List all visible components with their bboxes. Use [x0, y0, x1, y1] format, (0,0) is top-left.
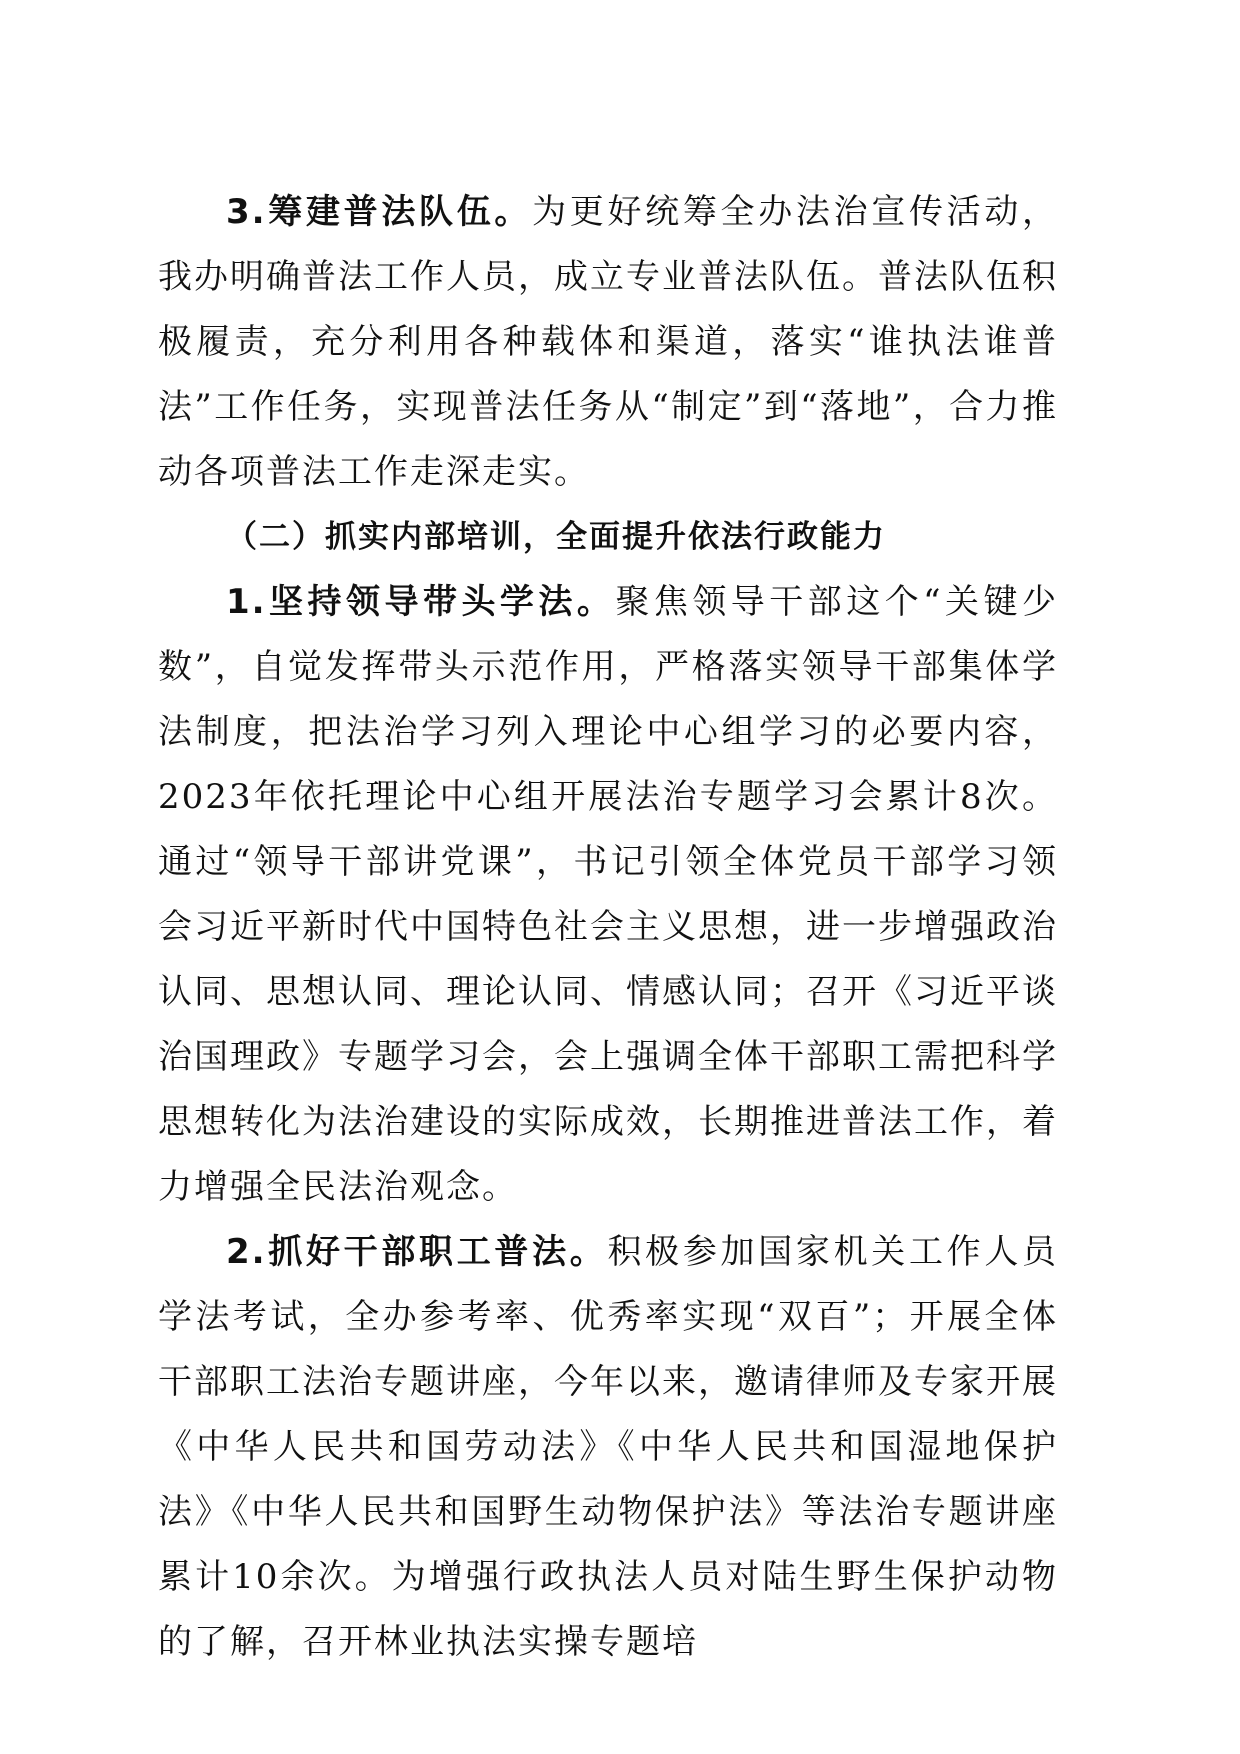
paragraph-build-team [158, 180, 1058, 505]
document-page [158, 180, 1058, 1675]
section-heading: （二）抓实内部培训，全面提升依法行政能力 [226, 519, 886, 555]
paragraph-staff-training [158, 1220, 1058, 1675]
paragraph-body: 积极参加国家机关工作人员学法考试，全办参考率、优秀率实现“双百”；开展全体干部职工法治专题讲座，今年以来，邀请律师及专家开展《中华人民共和国劳动法》《中华人民共和国湿地保护法》《中华人民共和国野生动物保护法》等法治专题讲座累计10余次。为增强行政执法人员对陆生野生保护动物的了解，召开林业执法实操专题培 [158, 1232, 1059, 1662]
paragraph-lead: 3.筹建普法队伍。 [226, 192, 533, 232]
paragraph-lead: 1.坚持领导带头学法。 [226, 582, 616, 622]
paragraph-body: 为更好统筹全办法治宣传活动，我办明确普法工作人员，成立专业普法队伍。普法队伍积极履责，充分利用各种载体和渠道，落实“谁执法谁普法”工作任务，实现普法任务从“制定”到“落地”，合力推动各项普法工作走深走实。 [158, 192, 1059, 492]
paragraph-leader-study [158, 570, 1058, 1220]
paragraph-lead: 2.抓好干部职工普法。 [226, 1232, 608, 1272]
paragraph-body: 聚焦领导干部这个“关键少数”，自觉发挥带头示范作用，严格落实领导干部集体学法制度，把法治学习列入理论中心组学习的必要内容，2023年依托理论中心组开展法治专题学习会累计8次。通过“领导干部讲党课”，书记引领全体党员干部学习领会习近平新时代中国特色社会主义思想，进一步增强政治认同、思想认同、理论认同、情感认同；召开《习近平谈治国理政》专题学习会，会上强调全体干部职工需把科学思想转化为法治建设的实际成效，长期推进普法工作，着力增强全民法治观念。 [158, 582, 1058, 1207]
